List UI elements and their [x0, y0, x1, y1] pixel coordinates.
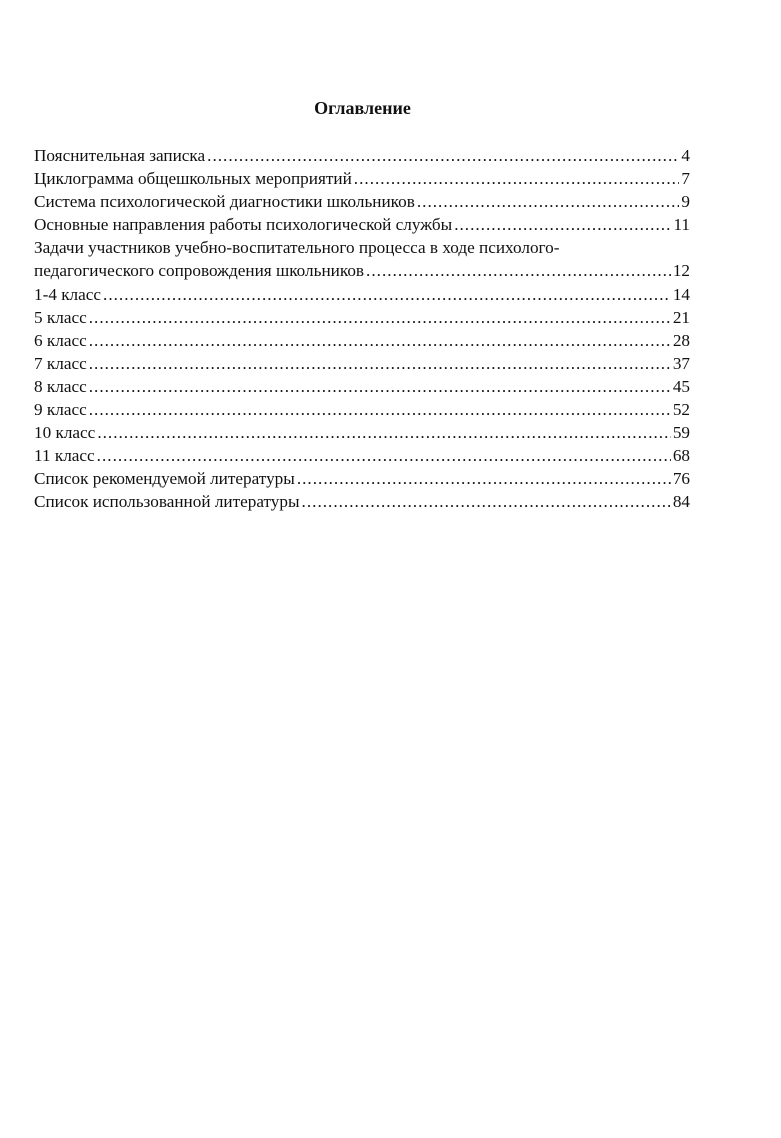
toc-entry-label: 7 класс	[34, 353, 87, 373]
dot-leader	[302, 490, 671, 513]
toc-entry-label: 11 класс	[34, 446, 95, 466]
toc-entry-page: 4	[681, 146, 690, 165]
dot-leader	[103, 283, 671, 306]
toc-entry[interactable]	[34, 167, 690, 190]
toc-entry-label: 1-4 класс	[34, 284, 102, 304]
toc-entry[interactable]	[34, 375, 690, 398]
toc-entry-label: Пояснительная записка	[34, 146, 206, 165]
dot-leader	[354, 167, 680, 190]
page-title: Оглавление	[314, 98, 411, 118]
toc-entry-label: педагогического сопровождения школьников	[34, 261, 365, 281]
toc-entry-page: 11	[673, 215, 690, 235]
toc-entry-page: 9	[681, 192, 690, 212]
dot-leader	[297, 467, 671, 490]
toc-entry-label: Список рекомендуемой литературы	[34, 469, 295, 489]
toc-entry[interactable]	[34, 190, 690, 213]
toc-entry-page: 68	[672, 446, 690, 466]
toc-entry-label: Основные направления работы психологической службы	[34, 215, 453, 235]
toc-entry[interactable]	[34, 444, 690, 467]
toc-entry-page: 37	[672, 353, 690, 373]
toc-entry-page: 7	[681, 169, 690, 189]
toc-entry-label: Циклограмма общешкольных мероприятий	[34, 169, 352, 189]
toc-entry[interactable]	[34, 352, 690, 375]
toc-entry[interactable]	[34, 144, 690, 167]
toc-entry-label-line1[interactable]: Задачи участников учебно-воспитательного процесса в ходе психолого-	[34, 238, 560, 258]
toc-entry-label: Система психологической диагностики школьников	[34, 192, 415, 212]
toc-entry-page: 21	[672, 307, 690, 327]
dot-leader	[366, 259, 671, 282]
toc-entry[interactable]	[34, 329, 690, 352]
dot-leader	[89, 329, 671, 352]
toc-entry-page: 14	[672, 284, 690, 304]
toc-entry-page: 76	[672, 469, 690, 489]
toc-entry[interactable]	[34, 213, 690, 236]
toc-entry-label: 6 класс	[34, 330, 87, 350]
toc-entry-page: 28	[672, 330, 690, 350]
toc-entry[interactable]	[34, 259, 690, 282]
dot-leader	[97, 421, 671, 444]
toc-entry[interactable]	[34, 306, 690, 329]
toc-entry-page: 59	[672, 423, 690, 443]
dot-leader	[89, 398, 671, 421]
toc-entry-page: 12	[672, 261, 690, 281]
toc-entry[interactable]	[34, 398, 690, 421]
toc-entry[interactable]	[34, 421, 690, 444]
toc-entry-page: 45	[672, 376, 690, 396]
toc-entry-page: 52	[672, 400, 690, 420]
dot-leader	[89, 352, 671, 375]
toc-entry[interactable]	[34, 283, 690, 306]
dot-leader	[97, 444, 671, 467]
dot-leader	[417, 190, 680, 213]
dot-leader	[454, 213, 671, 236]
dot-leader	[89, 375, 671, 398]
table-of-contents	[34, 144, 690, 514]
dot-leader	[207, 144, 679, 167]
toc-entry-label: 9 класс	[34, 400, 87, 420]
toc-entry[interactable]	[34, 490, 690, 513]
toc-entry-label: 5 класс	[34, 307, 87, 327]
dot-leader	[89, 306, 671, 329]
toc-entry[interactable]	[34, 467, 690, 490]
toc-entry-page: 84	[672, 492, 690, 512]
toc-entry-label: Список использованной литературы	[34, 492, 300, 512]
toc-entry-label: 10 класс	[34, 423, 96, 443]
toc-entry-label: 8 класс	[34, 376, 87, 396]
